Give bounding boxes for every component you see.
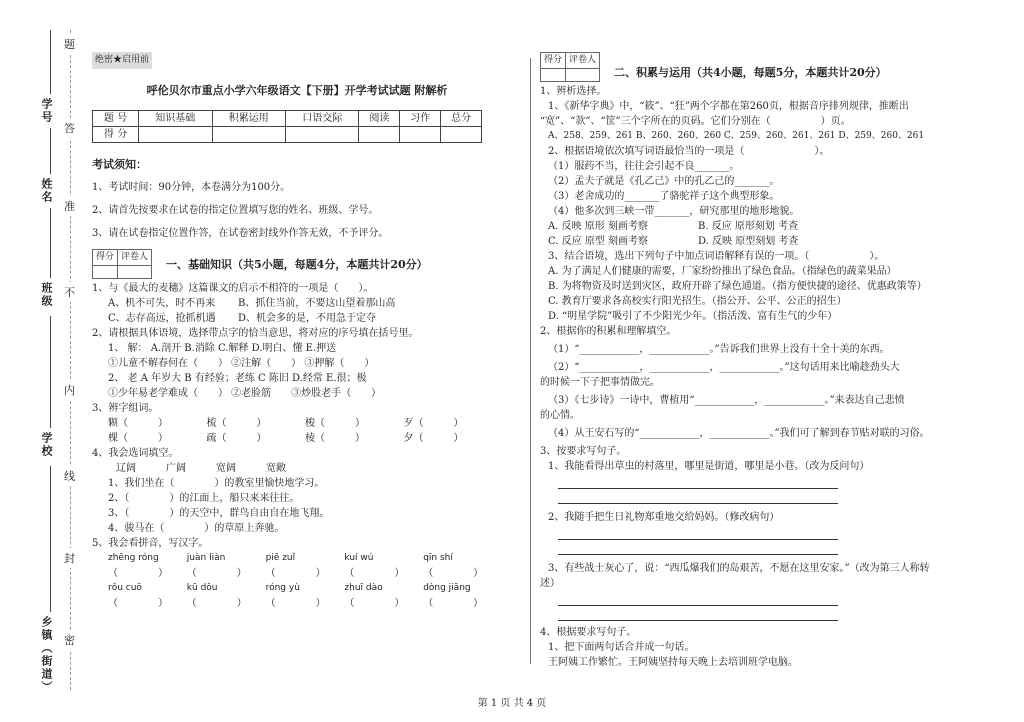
answer-box[interactable]: （ ） — [186, 568, 247, 579]
binding-line — [50, 128, 51, 174]
question-line: 3、（ ）的天空中，群鸟自由自在地飞翔。 — [108, 508, 330, 519]
binding-label-name: 姓名 — [40, 178, 53, 204]
answer-row — [92, 596, 502, 611]
question-line: 3、结合语境，选出下列句子中加点词语解释有误的一项。（ ）。 — [548, 251, 885, 262]
answer-box[interactable]: （ ） — [423, 598, 484, 609]
answer-line[interactable] — [558, 489, 838, 504]
question-line: 3、有些战士灰心了，说：“西瓜爆我们的岛艰苦，不愿在这里安家。”（改为第三人称转 — [548, 563, 930, 574]
question-line: 2、（ ）的江面上，船只来来往往。 — [108, 493, 300, 504]
question: 2、请根据具体语境，选择带点字的恰当意思，将对应的序号填在括号里。 — [92, 328, 419, 339]
score-cell[interactable] — [359, 127, 400, 143]
question-line: 2、根据语境依次填写词语最恰当的一项是（ ）。 — [548, 146, 830, 157]
option: C. 教育厅要求各高校实行阳光招生。（指公开、公平、公正的招生） — [548, 296, 847, 307]
score-header-cell: 习作 — [400, 111, 441, 127]
option: D. 反映 原型刻划 考查 — [698, 236, 799, 247]
answer-box[interactable]: （ ） — [108, 598, 168, 609]
options-row — [92, 311, 502, 326]
question-line: 1、我能看得出草虫的村落里，哪里是街道，哪里是小巷。（改为反问句） — [548, 461, 870, 472]
binding-label-school: 学校 — [40, 432, 53, 458]
grader-score-cell[interactable] — [541, 69, 566, 82]
answer-box[interactable]: （ ） — [423, 568, 484, 579]
answer-box[interactable]: （ ） — [108, 568, 168, 579]
pinyin: juàn liàn — [186, 553, 226, 563]
notice-item: 2、请首先按要求在试卷的指定位置填写您的姓名、班级、学号。 — [92, 205, 379, 216]
question-line: 王阿姨工作繁忙。王阿姨坚持每天晚上去培训班学电脑。 — [548, 657, 798, 668]
score-row-label: 得 分 — [93, 127, 139, 143]
pinyin-row — [92, 551, 502, 566]
option: D. “明星学院”吸引了不少阳光少年。（指活泼、富有生气的少年） — [548, 311, 838, 322]
seal-char: 内 — [64, 380, 75, 400]
seal-char: 题 — [64, 34, 75, 54]
option: B. 反应 原形刻划 考查 — [698, 221, 799, 232]
answer-line[interactable] — [558, 474, 838, 489]
word-row — [92, 431, 502, 446]
answer-box[interactable]: （ ） — [344, 598, 405, 609]
score-cell[interactable] — [212, 127, 285, 143]
page-footer: 第 1 页 共 4 页 — [477, 698, 547, 709]
pinyin: kū dǒu — [186, 583, 218, 593]
question: 4、我会选词填空。 — [92, 448, 179, 459]
question-line: （4）从王安石写的“____________，____________。”我们可了解到春节贴对联的习俗。 — [548, 428, 930, 439]
grader-name-cell[interactable] — [118, 266, 152, 279]
pinyin: róng yù — [265, 583, 300, 593]
section2-title: 二、积累与运用（共4小题，每题5分，本题共计20分） — [614, 65, 887, 79]
word-item: 棵（ ） — [108, 433, 168, 444]
option: A. 为了满足人们健康的需要，厂家纷纷推出了绿色食品。（指绿色的蔬菜果品） — [548, 266, 897, 277]
score-header-cell: 口语交际 — [286, 111, 359, 127]
question-line: 的时候一下子把事情做完。 — [540, 377, 660, 388]
answer-box[interactable]: （ ） — [265, 568, 326, 579]
section1-header — [92, 249, 502, 279]
question: 5、我会看拼音，写汉字。 — [92, 538, 209, 549]
pinyin: dòng jiāng — [423, 583, 471, 593]
right-column — [540, 52, 980, 670]
word-item: 棱（ ） — [305, 433, 365, 444]
grader-score-label: 得分 — [93, 250, 118, 266]
score-cell[interactable] — [441, 127, 482, 143]
question: 2、根据你的积累和理解填空。 — [540, 326, 677, 337]
question-line: （1）“____________，____________。”告诉我们世界上没有十全十美的东西。 — [548, 344, 890, 355]
options-row — [92, 296, 502, 311]
answer-line[interactable] — [558, 525, 838, 540]
option: C. 反应 原型 刻画考察 — [548, 236, 649, 247]
binding-line — [50, 316, 51, 428]
score-header-cell: 题 号 — [93, 111, 139, 127]
seal-char: 答 — [64, 118, 75, 138]
pinyin-row — [92, 581, 502, 596]
pinyin: qīn shí — [423, 553, 453, 563]
question: 3、按要求写句子。 — [540, 446, 627, 457]
answer-box[interactable]: （ ） — [344, 568, 405, 579]
question-line: 1、把下面两句话合并成一句话。 — [548, 642, 695, 653]
word-item: 梭（ ） — [305, 418, 365, 429]
seal-char: 封 — [64, 548, 75, 568]
question-line: （3）老舍成功的_______了骆驼祥子这个典型形象。 — [548, 191, 780, 202]
question-line: 4、骏马在（ ）的草原上奔驰。 — [108, 523, 285, 534]
seal-char: 密 — [64, 630, 75, 650]
binding-line — [50, 466, 51, 612]
word-item: 夕（ ） — [403, 433, 464, 444]
option: B、抓住当前，不要这山望着那山高 — [238, 298, 396, 309]
question: 4、根据要求写句子。 — [540, 627, 637, 638]
seal-char: 不 — [64, 282, 75, 302]
question: 3、辨字组词。 — [92, 403, 159, 414]
score-cell[interactable] — [286, 127, 359, 143]
question-line: ①儿童不解春何在（ ） ②注解（ ） ③押解（ ） — [108, 358, 375, 369]
answer-line[interactable] — [558, 606, 838, 621]
answer-box[interactable]: （ ） — [186, 598, 247, 609]
option: B. 为将物资及时送到灾区，政府开辟了绿色通道。（指方便快捷的途径、优惠政策等） — [548, 281, 927, 292]
section1-title: 一、基础知识（共5小题，每题4分，本题共计20分） — [166, 257, 428, 271]
score-header-cell: 知识基础 — [139, 111, 212, 127]
pinyin: zhēng róng — [108, 553, 159, 563]
answer-line[interactable] — [558, 540, 838, 555]
option: A、机不可失，时不再来 — [108, 298, 216, 309]
question: 1、辨析选择。 — [540, 86, 607, 97]
notice-heading: 考试须知： — [92, 158, 147, 171]
word-row — [92, 416, 502, 431]
options-row — [540, 234, 980, 249]
word-item: 歹（ ） — [403, 418, 464, 429]
binding-label-student-id: 学号 — [40, 98, 53, 124]
left-column — [92, 52, 502, 611]
question-line: 的心情。 — [540, 410, 580, 421]
answer-row — [92, 566, 502, 581]
answer-box[interactable]: （ ） — [265, 598, 326, 609]
pinyin: kuí wú — [344, 553, 374, 563]
grader-box — [92, 249, 152, 279]
options-row — [540, 219, 980, 234]
score-header-cell: 积累运用 — [212, 111, 285, 127]
grader-name-cell[interactable] — [566, 69, 600, 82]
score-cell[interactable] — [400, 127, 441, 143]
column-divider — [530, 58, 531, 664]
grader-score-label: 得分 — [541, 53, 566, 69]
pinyin: zhuī dào — [344, 583, 383, 593]
option: D、机会多的是，不用急于定夺 — [238, 313, 377, 324]
question-line: 2、 老 A 年岁大 B 有经验；老练 C 陈旧 D.经常 E.很；极 — [108, 373, 367, 384]
options-line: A、258、259、261 B、260、260、260 C、259、260、261、261 D、259、260、261 — [548, 131, 925, 141]
notice-item: 1、考试时间：90分钟，本卷满分为100分。 — [92, 182, 291, 193]
score-table — [92, 110, 482, 143]
grader-box — [540, 52, 600, 82]
word-bank: 辽阔 广阔 宽阔 宽敞 — [116, 463, 286, 474]
seal-char: 线 — [64, 466, 75, 486]
question-line: （1）服药不当，往往会引起不良_______。 — [548, 161, 740, 172]
option: A. 反映 原形 刻画考察 — [548, 221, 648, 232]
exam-title: 呼伦贝尔市重点小学六年级语文【下册】开学考试试题 附解析 — [146, 84, 448, 97]
question-line: “宽”、“款”、“筐”三个字所在的页码。它们分别在（ ）页。 — [540, 116, 851, 127]
score-header-cell: 总分 — [441, 111, 482, 127]
grader-name-label: 评卷人 — [118, 250, 152, 266]
question-line: 1、 解： A.剖开 B.消除 C.解释 D.明白、懂 E.押送 — [108, 343, 337, 354]
pinyin: piē zuǐ — [265, 553, 296, 563]
grader-name-label: 评卷人 — [566, 53, 600, 69]
binding-line — [50, 30, 51, 94]
binding-label-town: 乡镇（街道） — [40, 616, 53, 694]
question-line: （2）“____________，____________，____________。”这句话用来比喻趁劲头大 — [548, 362, 900, 373]
question-line: （4）他多次到三峡一带_______，研究那里的地形地貌。 — [548, 206, 800, 217]
question-line: （2）孟夫子就是《孔乙己》中的孔乙己的_______。 — [548, 176, 780, 187]
notice-item: 3、请在试卷指定位置作答，在试卷密封线外作答无效，不予评分。 — [92, 228, 389, 239]
binding-line — [50, 208, 51, 278]
option: C、志存高远，抢抓机遇 — [108, 313, 216, 324]
question-line: 2、我随手把生日礼物郑重地交给妈妈。（修改病句） — [548, 512, 780, 523]
word-item: 颗（ ） — [108, 418, 168, 429]
score-cell[interactable] — [139, 127, 212, 143]
question-line: ①少年易老学难成（ ） ②老脸筋 ③炒股老手（ ） — [108, 388, 382, 399]
grader-score-cell[interactable] — [93, 266, 118, 279]
question-line: 1、我们坐在（ ）的教室里愉快地学习。 — [108, 478, 325, 489]
secret-badge: 绝密★启用前 — [92, 52, 152, 69]
question-line: 述） — [540, 578, 560, 589]
section2-header — [540, 52, 980, 82]
answer-line[interactable] — [558, 591, 838, 606]
pinyin: rǒu cuō — [108, 583, 142, 593]
word-item: 疏（ ） — [206, 433, 267, 444]
binding-label-class: 班级 — [40, 282, 53, 308]
question-line: （3）《七步诗》一诗中，曹植用“____________，____________。”来表达自己悲愤 — [548, 395, 905, 406]
word-item: 梳（ ） — [206, 418, 267, 429]
score-header-cell: 阅读 — [359, 111, 400, 127]
question: 1、与《最大的麦穗》这篇课文的启示不相符的一项是（ ）。 — [92, 283, 374, 294]
seal-char: 准 — [64, 196, 75, 216]
question-line: 1、《新华字典》中，“筱”、“狂”两个字都在第260页，根据音序排列规律，推断出 — [548, 101, 909, 112]
